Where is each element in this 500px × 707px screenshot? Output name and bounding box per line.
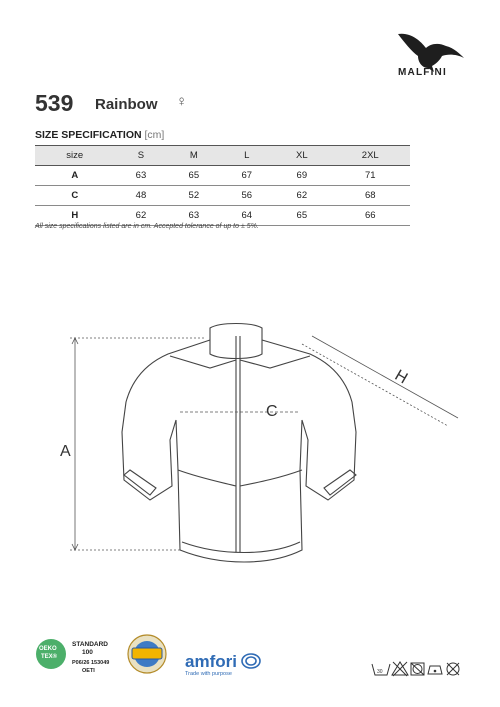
female-symbol: ♀ [176, 93, 188, 110]
table-cell: 63 [115, 166, 168, 186]
measurement-a-line [70, 338, 205, 550]
table-cell: 68 [330, 186, 410, 206]
row-label: A [35, 166, 115, 186]
product-name: Rainbow [95, 96, 158, 113]
label-a: A [60, 443, 71, 460]
oeko-badge-line1: OEKO [39, 646, 57, 652]
table-cell: 65 [273, 206, 330, 226]
amfori-logo-text: amfori [185, 652, 237, 671]
spec-unit: [cm] [144, 129, 165, 141]
jacket-outline [122, 324, 356, 563]
oeko-institute: OETI [82, 668, 95, 674]
oeko-standard: STANDARD [72, 641, 108, 648]
table-cell: 71 [330, 166, 410, 186]
column-header: 2XL [330, 146, 410, 166]
column-header: size [35, 146, 115, 166]
spec-title [35, 129, 164, 141]
row-label: C [35, 186, 115, 206]
table-cell: 63 [167, 206, 220, 226]
wash-temperature: 30 [377, 669, 383, 675]
table-cell: 69 [273, 166, 330, 186]
brand-name: MALFINI [398, 67, 447, 78]
tolerance-note: All size specifications listed are in cm. Accepted tolerance of up to ± 5%. [35, 223, 259, 230]
amfori-rings-icon [240, 652, 262, 670]
row-label: H [35, 206, 115, 226]
oeko-number: 100 [82, 649, 93, 656]
wrap-certification-logo [126, 632, 168, 676]
oeko-code: P06/26 153049 [72, 660, 110, 666]
care-symbols [370, 660, 470, 678]
table-row [35, 186, 410, 206]
table-cell: 65 [167, 166, 220, 186]
table-cell: 64 [220, 206, 273, 226]
label-c: C [266, 403, 278, 420]
table-cell: 62 [273, 186, 330, 206]
table-cell: 67 [220, 166, 273, 186]
size-table [35, 145, 410, 226]
table-cell: 66 [330, 206, 410, 226]
column-header: S [115, 146, 168, 166]
measurement-h-line [302, 336, 458, 426]
table-cell: 56 [220, 186, 273, 206]
oeko-badge-line2: TEX® [41, 654, 58, 660]
column-header: M [167, 146, 220, 166]
table-header-row [35, 146, 410, 166]
label-h: H [391, 366, 411, 388]
amfori-tagline: Trade with purpose [185, 671, 232, 677]
column-header: L [220, 146, 273, 166]
spec-title-text: SIZE SPECIFICATION [35, 129, 142, 141]
table-cell: 52 [167, 186, 220, 206]
jacket-measurement-diagram [30, 310, 480, 580]
product-code: 539 [35, 90, 74, 116]
table-cell: 62 [115, 206, 168, 226]
column-header: XL [273, 146, 330, 166]
table-row [35, 166, 410, 186]
table-cell: 48 [115, 186, 168, 206]
